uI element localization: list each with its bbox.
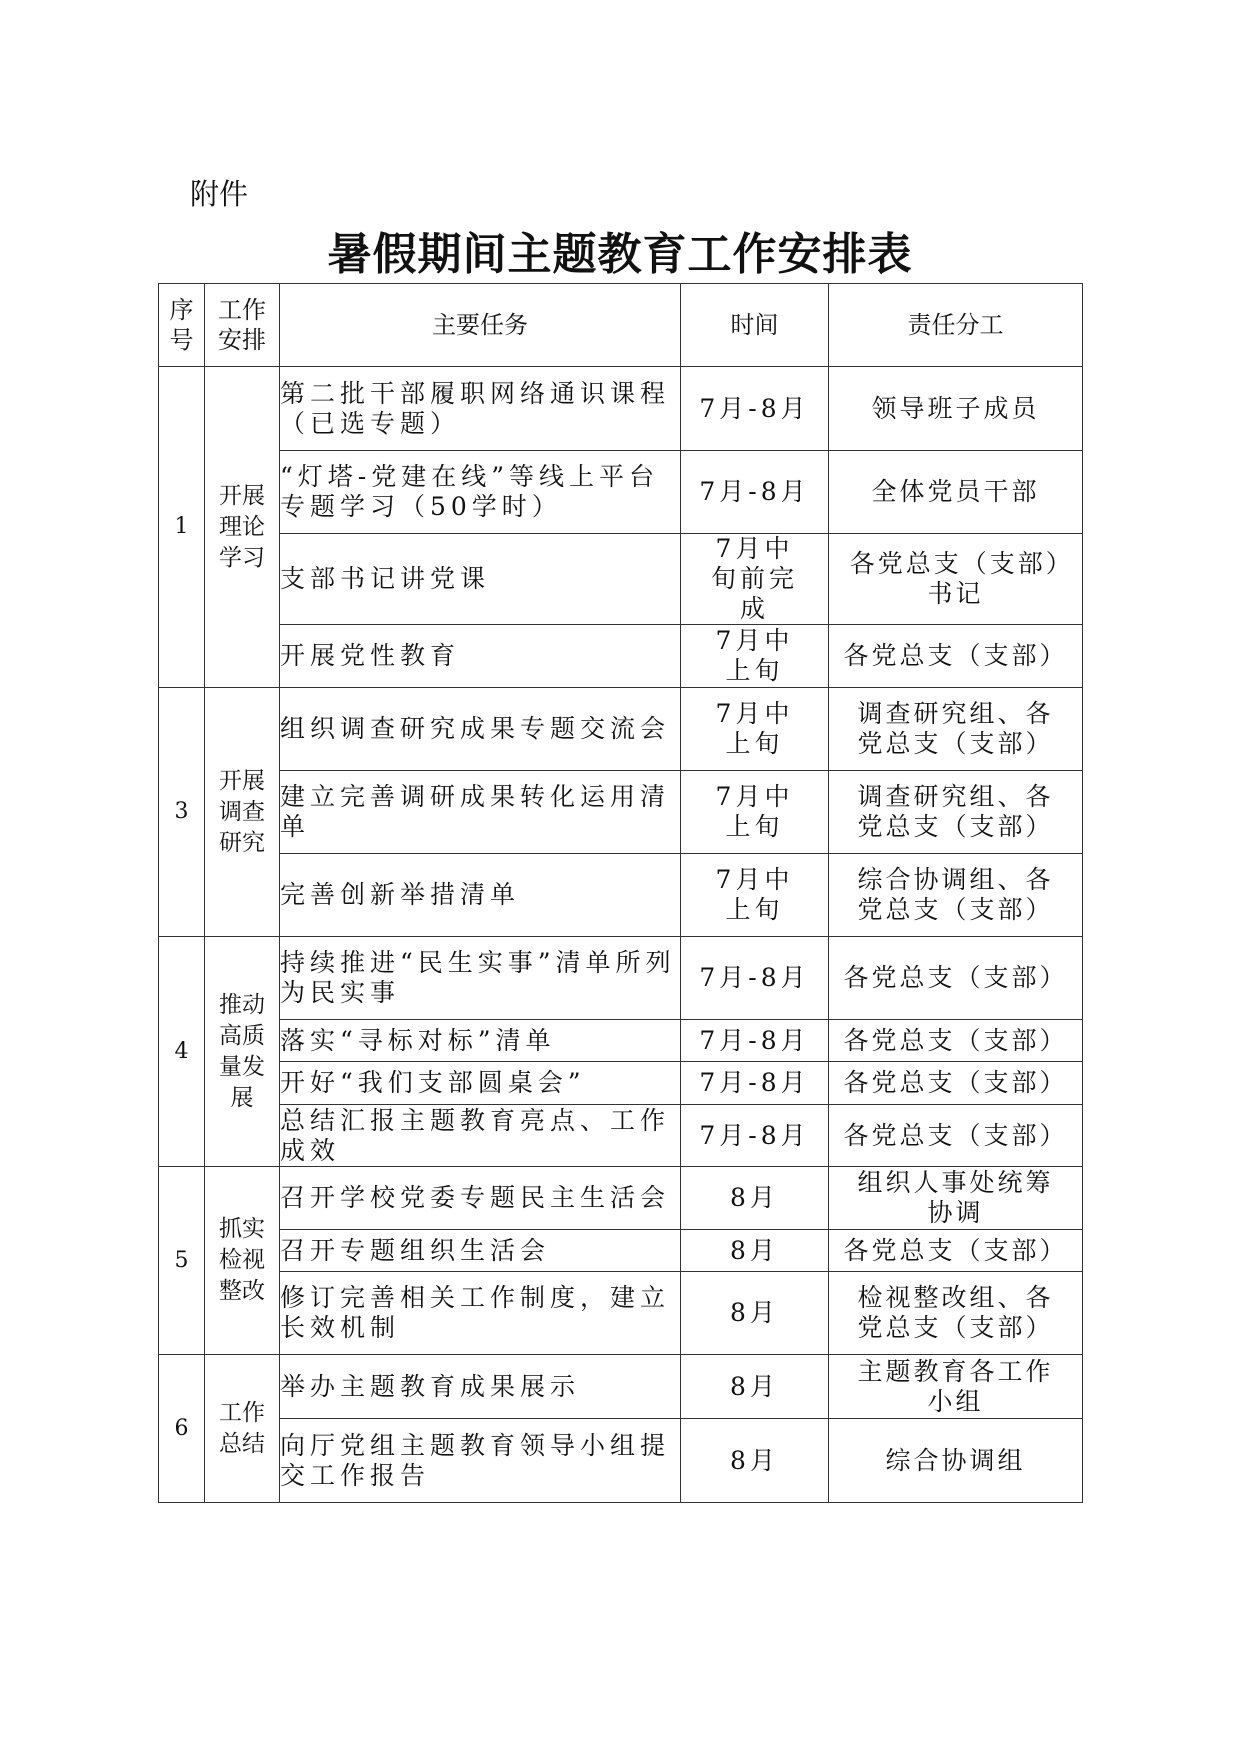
- category-line: 研究: [219, 829, 265, 856]
- time-cell: 8月: [681, 1419, 829, 1503]
- table-row: [159, 367, 1083, 451]
- category-line: 整改: [219, 1278, 265, 1304]
- responsibility-cell: 组织人事处统筹协调: [829, 1167, 1083, 1230]
- task-cell: 完善创新举措清单: [280, 854, 681, 937]
- task-cell: 持续推进“民生实事”清单所列为民实事: [280, 937, 681, 1020]
- table-row: [159, 451, 1083, 534]
- responsibility-cell: 各党总支（支部）: [829, 625, 1083, 688]
- time-cell: 7月-8月: [681, 1062, 829, 1105]
- responsibility-cell: 调查研究组、各党总支（支部）: [829, 688, 1083, 771]
- responsibility-cell: 各党总支（支部）: [829, 1230, 1083, 1272]
- time-cell: 7月-8月: [681, 1020, 829, 1062]
- time-cell: 7月中上旬: [681, 854, 829, 937]
- task-cell: 支部书记讲党课: [280, 534, 681, 625]
- responsibility-cell: 综合协调组、各党总支（支部）: [829, 854, 1083, 937]
- task-cell: 召开专题组织生活会: [280, 1230, 681, 1272]
- category-line: 工作: [219, 1399, 265, 1426]
- time-cell: 8月: [681, 1355, 829, 1419]
- table-row: [159, 1167, 1083, 1230]
- category-line: 开展: [219, 482, 265, 509]
- schedule-table: [158, 283, 1083, 1503]
- table-row: [159, 1230, 1083, 1272]
- category-line: 开展: [219, 767, 265, 794]
- table-row: [159, 688, 1083, 771]
- responsibility-cell: 各党总支（支部）: [829, 1105, 1083, 1167]
- table-row: [159, 534, 1083, 625]
- task-cell: 开展党性教育: [280, 625, 681, 688]
- time-cell: 8月: [681, 1167, 829, 1230]
- category-line: 学习: [219, 544, 265, 571]
- time-cell: 7月中旬前完成: [681, 534, 829, 625]
- header-time: 时间: [681, 284, 829, 367]
- time-cell: 8月: [681, 1272, 829, 1355]
- task-cell: “灯塔-党建在线”等线上平台专题学习（50学时）: [280, 451, 681, 534]
- task-cell: 举办主题教育成果展示: [280, 1355, 681, 1419]
- category-line: 推动: [219, 991, 265, 1018]
- task-cell: 落实“寻标对标”清单: [280, 1020, 681, 1062]
- responsibility-cell: 各党总支（支部）: [829, 1020, 1083, 1062]
- task-cell: 召开学校党委专题民主生活会: [280, 1167, 681, 1230]
- table-row: [159, 1419, 1083, 1503]
- time-cell: 7月-8月: [681, 367, 829, 451]
- responsibility-cell: 领导班子成员: [829, 367, 1083, 451]
- row-category: [205, 1355, 280, 1503]
- table-row: [159, 1020, 1083, 1062]
- responsibility-cell: 各党总支（支部）: [829, 937, 1083, 1020]
- attachment-label: 附件: [190, 177, 249, 211]
- row-category: [205, 688, 280, 937]
- category-line: 量发: [219, 1053, 265, 1080]
- table-row: [159, 771, 1083, 854]
- row-category: [205, 367, 280, 688]
- category-line: 展: [230, 1084, 254, 1111]
- row-seq: 4: [159, 937, 205, 1167]
- category-line: 检视: [219, 1247, 265, 1273]
- header-category-line: 安排: [218, 326, 266, 354]
- category-line: 调查: [219, 798, 265, 825]
- task-cell: 开好“我们支部圆桌会”: [280, 1062, 681, 1105]
- responsibility-cell: 调查研究组、各党总支（支部）: [829, 771, 1083, 854]
- time-cell: 7月-8月: [681, 1105, 829, 1167]
- category-line: 理论: [219, 513, 265, 540]
- row-category: [205, 1167, 280, 1355]
- table-row: [159, 1355, 1083, 1419]
- task-cell: 总结汇报主题教育亮点、工作成效: [280, 1105, 681, 1167]
- category-line: 高质: [219, 1022, 265, 1049]
- responsibility-cell: 检视整改组、各党总支（支部）: [829, 1272, 1083, 1355]
- category-line: 总结: [219, 1430, 265, 1457]
- row-seq: 1: [159, 367, 205, 688]
- time-cell: 7月中上旬: [681, 688, 829, 771]
- responsibility-cell: 综合协调组: [829, 1419, 1083, 1503]
- responsibility-cell: 各党总支（支部）书记: [829, 534, 1083, 625]
- time-cell: 7月-8月: [681, 937, 829, 1020]
- header-seq: [159, 284, 205, 367]
- row-seq: 3: [159, 688, 205, 937]
- task-cell: 修订完善相关工作制度，建立长效机制: [280, 1272, 681, 1355]
- responsibility-cell: 各党总支（支部）: [829, 1062, 1083, 1105]
- task-cell: 向厅党组主题教育领导小组提交工作报告: [280, 1419, 681, 1503]
- table-row: [159, 854, 1083, 937]
- task-cell: 组织调查研究成果专题交流会: [280, 688, 681, 771]
- task-cell: 建立完善调研成果转化运用清单: [280, 771, 681, 854]
- table-row: [159, 625, 1083, 688]
- table-row: [159, 1272, 1083, 1355]
- responsibility-cell: 主题教育各工作小组: [829, 1355, 1083, 1419]
- header-task: 主要任务: [280, 284, 681, 367]
- header-row: [159, 284, 1083, 367]
- page-title: 暑假期间主题教育工作安排表: [327, 229, 913, 280]
- time-cell: 8月: [681, 1230, 829, 1272]
- time-cell: 7月中上旬: [681, 625, 829, 688]
- row-category: [205, 937, 280, 1167]
- table-row: [159, 1062, 1083, 1105]
- category-line: 抓实: [219, 1216, 265, 1242]
- responsibility-cell: 全体党员干部: [829, 451, 1083, 534]
- task-cell: 第二批干部履职网络通识课程（已选专题）: [280, 367, 681, 451]
- header-responsibility: 责任分工: [829, 284, 1083, 367]
- row-seq: 5: [159, 1167, 205, 1355]
- time-cell: 7月-8月: [681, 451, 829, 534]
- table-row: [159, 937, 1083, 1020]
- table-row: [159, 1105, 1083, 1167]
- header-category: [205, 284, 280, 367]
- time-cell: 7月中上旬: [681, 771, 829, 854]
- header-category-line: 工作: [218, 296, 266, 324]
- header-seq-line: 序: [169, 296, 194, 324]
- row-seq: 6: [159, 1355, 205, 1503]
- header-seq-line: 号: [169, 326, 194, 354]
